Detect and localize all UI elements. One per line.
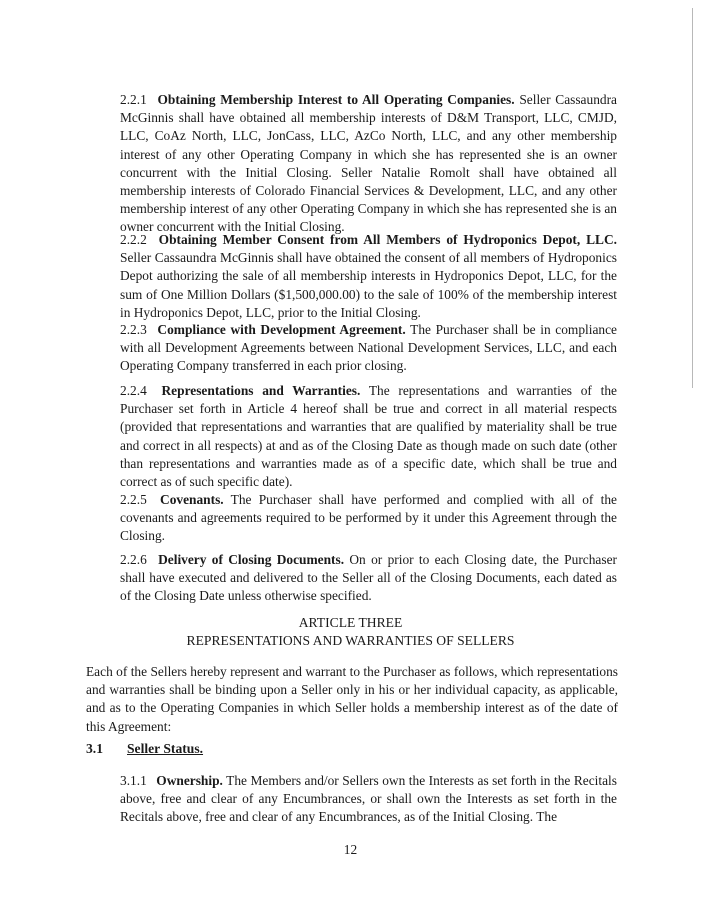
section-heading: Ownership. bbox=[156, 773, 223, 788]
section-title: Seller Status. bbox=[127, 741, 204, 756]
section-3-1-heading bbox=[86, 740, 203, 758]
section-heading: Covenants. bbox=[160, 492, 224, 507]
section-heading: Obtaining Member Consent from All Members of Hydroponics Depot, LLC. bbox=[158, 232, 617, 247]
section-body: The Purchaser shall be in compliance with all Development Agreements between National Development Services, LLC, and each Operating Company transferred in each prior closing. bbox=[120, 322, 618, 374]
section-heading: Obtaining Membership Interest to All Operating Companies. bbox=[157, 92, 515, 107]
article-intro: Each of the Sellers hereby represent and warrant to the Purchaser as follows, which representations and warranties shall be binding upon a Seller only in his or her individual capacity, as applicable, and as to the Operating Companies in which Seller holds a membership interest as of the date of this Agreement: bbox=[86, 664, 618, 734]
article-title-line2: REPRESENTATIONS AND WARRANTIES OF SELLERS bbox=[186, 633, 515, 648]
section-number: 2.2.1 bbox=[120, 92, 147, 107]
section-body: On or prior to each Closing date, the Purchaser shall have executed and delivered to the Seller all of the Closing Documents, each dated as of the Closing Date unless otherwise specified. bbox=[120, 552, 617, 604]
section-number: 2.2.2 bbox=[120, 232, 147, 247]
section-number: 3.1.1 bbox=[120, 773, 147, 788]
section-number: 3.1 bbox=[86, 741, 103, 756]
section-2-2-3 bbox=[120, 321, 617, 376]
section-2-2-6 bbox=[120, 551, 617, 606]
section-heading: Compliance with Development Agreement. bbox=[157, 322, 406, 337]
article-title-line1: ARTICLE THREE bbox=[298, 615, 403, 630]
section-number: 2.2.4 bbox=[120, 383, 147, 398]
section-body: The Members and/or Sellers own the Interests as set forth in the Recitals above, free and clear of any Encumbrances, or shall own the Interests as set forth in the Recitals above, free and clear of any Encumbrances, as of the Initial Closing. The bbox=[120, 773, 617, 825]
section-body: The representations and warranties of the Purchaser set forth in Article 4 hereof shall be true and correct in all material respects (provided that representations and warranties that are qualified by materiality shall be true and correct in all respects) at and as of the Closing Date as though made on such date (other than representations and warranties made as of a specific date, which shall be true and correct as of such specific date). bbox=[120, 383, 617, 490]
section-heading: Delivery of Closing Documents. bbox=[158, 552, 345, 567]
section-number: 2.2.6 bbox=[120, 552, 147, 567]
section-body: Seller Cassaundra McGinnis shall have obtained all membership interests of D&M Transport, LLC, CMJD, LLC, CoAz North, LLC, JonCass, LLC, AzCo North, LLC, and any other membership interest of any other Operating Company in which she has represented she is an owner concurrent with the Initial Closing. Seller Natalie Romolt shall have obtained all membership interests of Colorado Financial Services & Development, LLC, and any other membership interest of any other Operating Company in which she has represented she is an owner concurrent with the Initial Closing. bbox=[120, 92, 617, 235]
section-number: 2.2.3 bbox=[120, 322, 147, 337]
section-2-2-2 bbox=[120, 231, 617, 322]
section-number: 2.2.5 bbox=[120, 492, 147, 507]
section-3-1-1 bbox=[120, 772, 617, 827]
section-2-2-1 bbox=[120, 91, 617, 237]
section-body: Seller Cassaundra McGinnis shall have obtained the consent of all members of Hydroponics Depot authorizing the sale of all membership interests in Hydroponics Depot, LLC, for the sum of One Million Dollars ($1,500,000.00) to the sale of 100% of the membership interest in Hydroponics Depot, LLC, prior to the Initial Closing. bbox=[120, 250, 617, 320]
section-body: The Purchaser shall have performed and complied with all of the covenants and agreements required to be performed by it under this Agreement through the Closing. bbox=[120, 492, 617, 544]
section-heading: Representations and Warranties. bbox=[161, 383, 361, 398]
section-2-2-5 bbox=[120, 491, 617, 546]
page-number: 12 bbox=[343, 842, 358, 857]
section-2-2-4 bbox=[120, 382, 617, 491]
